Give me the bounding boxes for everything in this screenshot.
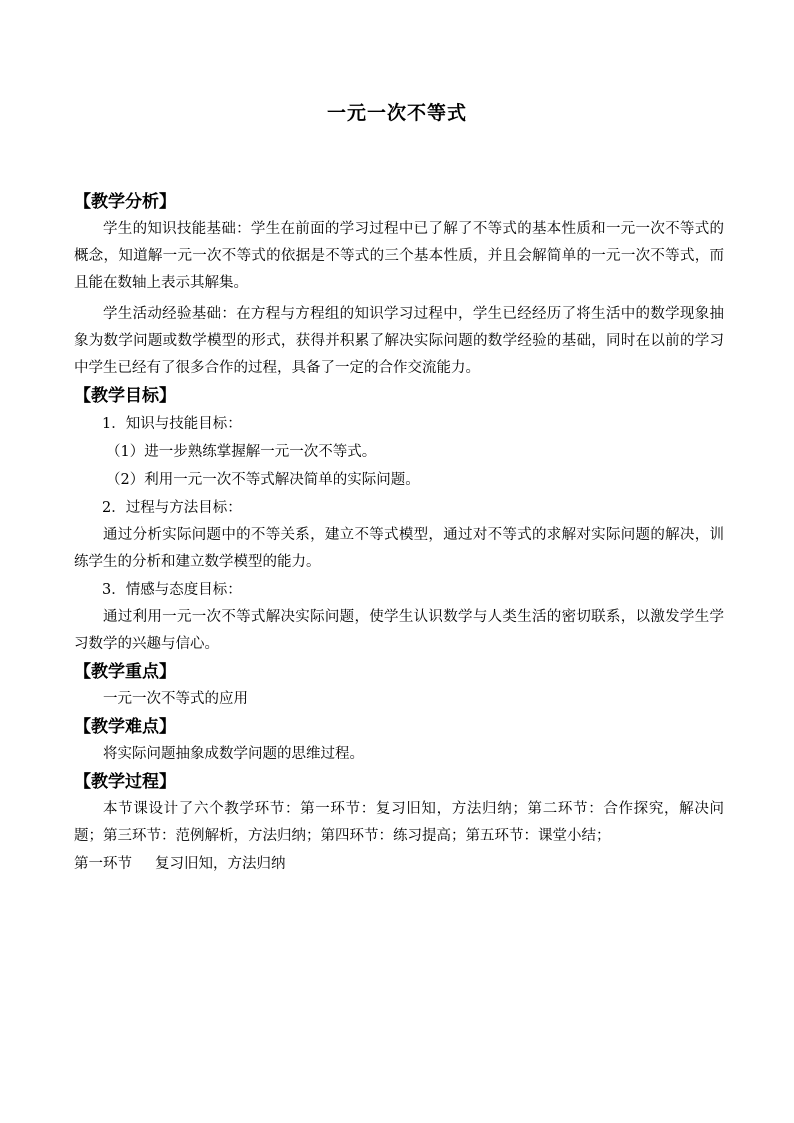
document-title: 一元一次不等式 <box>326 102 467 124</box>
key-point-text: 一元一次不等式的应用 <box>103 691 248 707</box>
goal-1-item-a: （1）进一步熟练掌握解一元一次不等式。 <box>106 444 377 460</box>
goal-1-item-b: （2）利用一元一次不等式解决简单的实际问题。 <box>106 472 420 488</box>
analysis-paragraph-experience: 学生活动经验基础：在方程与方程组的知识学习过程中，学生已经经历了将生活中的数学现象抽象为数学问题或数学模型的形式，获得并积累了解决实际问题的数学经验的基础，同时在以前的学习中学生已经有了很多合作的过程，具备了一定的合作交流能力。 <box>74 306 724 376</box>
section-heading-analysis: 【教学分析】 <box>74 192 176 212</box>
section-heading-difficulty: 【教学难点】 <box>74 717 176 737</box>
goal-2-text: 通过分析实际问题中的不等关系，建立不等式模型，通过对不等式的求解对实际问题的解决，训练学生的分析和建立数学模型的能力。 <box>74 527 724 570</box>
section-heading-process: 【教学过程】 <box>74 772 176 792</box>
process-overview-text: 本节课设计了六个教学环节：第一环节：复习旧知，方法归纳；第二环节：合作探究，解决问题；第三环节：范例解析，方法归纳；第四环节：练习提高；第五环节：课堂小结； <box>74 801 724 844</box>
difficulty-text: 将实际问题抽象成数学问题的思维过程。 <box>103 746 364 762</box>
process-step-1-title: 第一环节 复习旧知，方法归纳 <box>74 856 286 872</box>
goal-3-title: 3．情感与态度目标： <box>102 582 242 598</box>
section-heading-goals: 【教学目标】 <box>74 386 176 406</box>
goal-1-title: 1．知识与技能目标： <box>102 416 242 432</box>
analysis-paragraph-knowledge: 学生的知识技能基础：学生在前面的学习过程中已了解了不等式的基本性质和一元一次不等式的概念，知道解一元一次不等式的依据是不等式的三个基本性质，并且会解简单的一元一次不等式，而且能在数轴上表示其解集。 <box>74 221 724 291</box>
goal-2-title: 2．过程与方法目标： <box>102 500 242 516</box>
section-heading-key-point: 【教学重点】 <box>74 662 176 682</box>
goal-3-text: 通过利用一元一次不等式解决实际问题，使学生认识数学与人类生活的密切联系，以激发学生学习数学的兴趣与信心。 <box>74 609 724 652</box>
document-body <box>74 188 724 878</box>
